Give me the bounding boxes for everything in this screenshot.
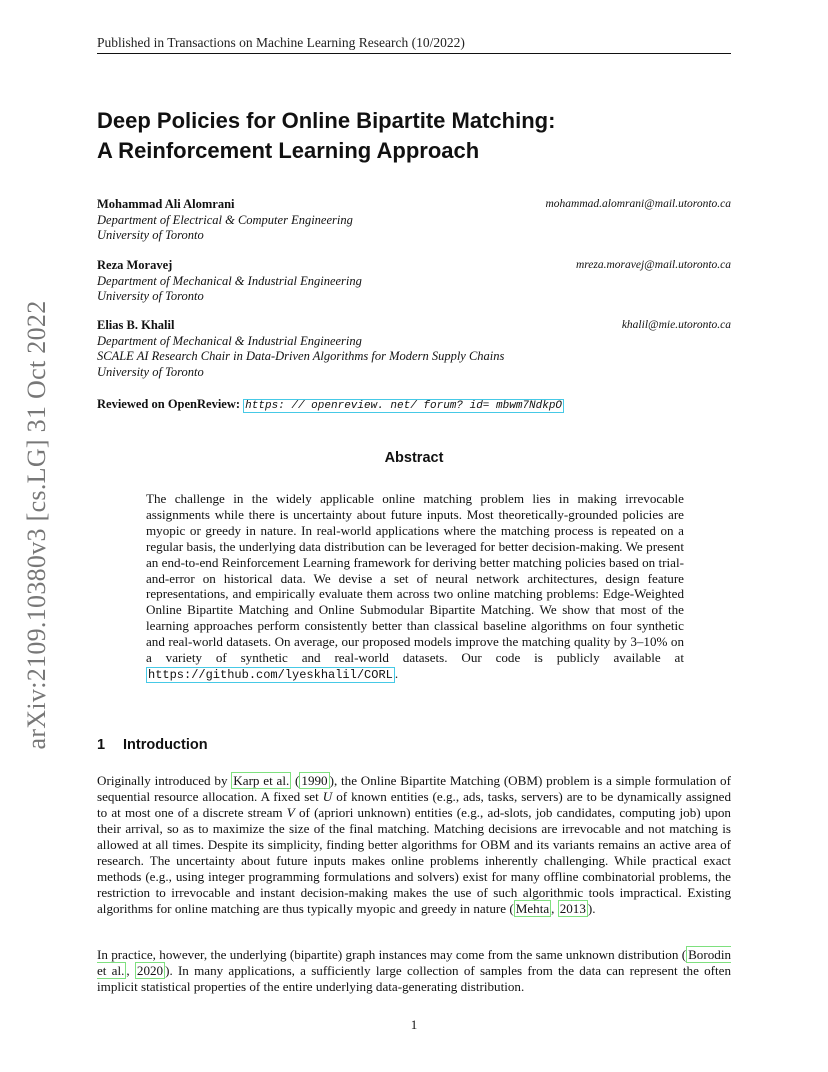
section-heading xyxy=(97,737,208,753)
author-email[interactable]: khalil@mie.utoronto.ca xyxy=(621,319,731,331)
code-link[interactable]: https://github.com/lyeskhalil/CORL xyxy=(148,667,393,682)
title-line-2: A Reinforcement Learning Approach xyxy=(97,138,480,163)
arxiv-id: arXiv:2109.10380v3 [cs.LG] 31 Oct 2022 xyxy=(22,300,51,750)
section-number: 1 xyxy=(97,737,106,753)
author-email[interactable]: mreza.moravej@mail.utoronto.ca xyxy=(575,259,731,271)
abstract-text: The challenge in the widely applicable online matching problem lies in making irrevocable assignments while there is uncertainty about future inputs. Most theoretically-grounded policies are myopic or greedy in nature. In real-world applications where the matching process is repeated on a regular basis, the underlying data distribution can be leveraged for better decision-making. We present an end-to-end Reinforcement Learning framework for deriving better matching policies based on trial-and-error on historical data. We devise a set of neural network architectures, design feature representations, and empirically evaluate them across two online matching problems: Edge-Weighted Online Bipartite Matching and Online Submodular Bipartite Matching. We show that most of the learning approaches perform consistently better than classical baseline algorithms on four synthetic and real-world datasets. On average, our proposed models improve the matching quality by 3–10% on a variety of synthetic and real-world datasets. Our code is publicly available at xyxy=(146,491,684,666)
openreview-line xyxy=(97,397,564,412)
citation-year-link[interactable]: 2020 xyxy=(136,962,164,978)
math-var: U xyxy=(322,788,333,804)
citation-link[interactable]: Karp et al. xyxy=(233,773,290,788)
abstract-body: The challenge in the widely applicable online matching problem lies in making irrevocable assignments while there is uncertainty about future inputs. Most theoretically-grounded policies are myopic or greedy in nature. In real-world applications where the matching process is repeated on a regular basis, the underlying data distribution can be leveraged for better decision-making. We present an end-to-end Reinforcement Learning framework for deriving better matching policies based on trial-and-error on historical data. We devise a set of neural network architectures, design feature representations, and empirically evaluate them across two online matching problems: Edge-Weighted Online Bipartite Matching and Online Submodular Bipartite Matching. We show that most of the learning approaches perform consistently better than classical baseline algorithms on four synthetic and real-world datasets. On average, our proposed models improve the matching quality by 3–10% on a variety of synthetic and real-world datasets. Our code is publicly available at https://github.com/lyeskhalil/CORL . xyxy=(146,491,684,682)
text-run: of (apriori unknown) entities (e.g., ad-slots, job candidates, computing job) upon their arrival, so as to maximize the size of the final matching. Matching decisions are irrevocable and not matching is allowed at all times. Despite its simplicity, finding better algorithms for OBM and its variants remains an active area of research. The uncertainty about future inputs makes online problems inherently challenging. While practical exact methods (e.g., using integer programming formulations and solvers) exist for many offline combinatorial problems, the restriction to irrevocable and instant decision-making makes the use of such algorithmic tools impractical. Existing algorithms for online matching are thus typically myopic and greedy in nature ( xyxy=(97,804,731,916)
author-affiliation: Department of Mechanical & Industrial Engineering xyxy=(97,273,362,288)
citation-link[interactable]: Mehta xyxy=(515,900,550,916)
author-affiliation: SCALE AI Research Chair in Data-Driven Algorithms for Modern Supply Chains xyxy=(97,349,505,363)
author-affiliation: Department of Mechanical & Industrial Engineering xyxy=(97,333,362,348)
abstract-heading: Abstract xyxy=(384,450,444,466)
author-name: Mohammad Ali Alomrani xyxy=(97,197,235,211)
author-block-3 xyxy=(97,318,731,380)
author-affiliation: Department of Electrical & Computer Engineering xyxy=(97,212,353,227)
page-number: 1 xyxy=(410,1017,418,1032)
author-affiliation: University of Toronto xyxy=(97,289,204,303)
author-affiliation: University of Toronto xyxy=(97,364,204,379)
author-name: Elias B. Khalil xyxy=(97,318,175,332)
author-name: Reza Moravej xyxy=(97,258,173,272)
section-title: Introduction xyxy=(123,737,208,753)
openreview-link[interactable]: https: // openreview. net/ forum? id= mbwm7NdkpO xyxy=(245,400,563,412)
intro-paragraph-1: Originally introduced by Karp et al. ( 1990 ), the Online Bipartite Matching (OBM) problem is a simple formulation of sequential resource allocation. A fixed set U of known entities (e.g., ads, tasks, servers) are to be dynamically assigned to at most one of a discrete stream V of (apriori unknown) entities (e.g., ad-slots, job candidates, computing job) upon their arrival, so as to maximize the size of the final matching. Matching decisions are irrevocable and not matching is allowed at all times. Despite its simplicity, finding better algorithms for OBM and its variants remains an active area of research. The uncertainty about future inputs makes online problems inherently challenging. While practical exact methods (e.g., using integer programming formulations and solvers) exist for many offline combinatorial problems, the restriction to irrevocable and instant decision-making makes the use of such algorithmic tools impractical. Existing algorithms for online matching are thus typically myopic and greedy in nature ( Mehta , 2013 ). xyxy=(97,773,732,916)
text-run: Originally introduced by xyxy=(97,773,228,788)
intro-paragraph-2: In practice, however, the underlying (bipartite) graph instances may come from the same unknown distribution ( Borodin et al. , 2020 ). In many applications, a sufficiently large collection of samples from the data can represent the often implicit statistical properties of the entire underlying data-generating distribution. xyxy=(97,947,732,994)
text-run: In practice, however, the underlying (bipartite) graph instances may come from the same unknown distribution ( xyxy=(97,947,687,962)
author-block-2 xyxy=(97,258,731,305)
citation-year-link[interactable]: 1990 xyxy=(301,773,328,788)
author-email[interactable]: mohammad.alomrani@mail.utoronto.ca xyxy=(545,198,731,210)
text-run: , the Online Bipartite Matching (OBM) problem is a simple formulation of sequential resource allocation. A fixed set xyxy=(97,773,731,804)
citation-link[interactable]: Borodin et al. xyxy=(97,947,731,978)
author-affiliation: University of Toronto xyxy=(97,228,204,242)
journal-header: Published in Transactions on Machine Learning Research (10/2022) xyxy=(97,35,731,54)
text-run: ). xyxy=(587,900,596,916)
author-block-1 xyxy=(97,197,731,244)
text-run: of known entities (e.g., ads, tasks, servers) are to be dynamically assigned to at most one of a discrete stream xyxy=(97,788,732,820)
paper-title xyxy=(97,106,737,166)
title-line-1: Deep Policies for Online Bipartite Matching: xyxy=(97,108,556,133)
math-var: V xyxy=(286,804,295,820)
review-label: Reviewed on OpenReview: xyxy=(97,397,241,411)
arxiv-sidebar xyxy=(17,290,57,760)
text-run: ). In many applications, a sufficiently large collection of samples from the data can represent the often implicit statistical properties of the entire underlying data-generating distribution. xyxy=(97,962,732,994)
citation-year-link[interactable]: 2013 xyxy=(559,900,586,916)
